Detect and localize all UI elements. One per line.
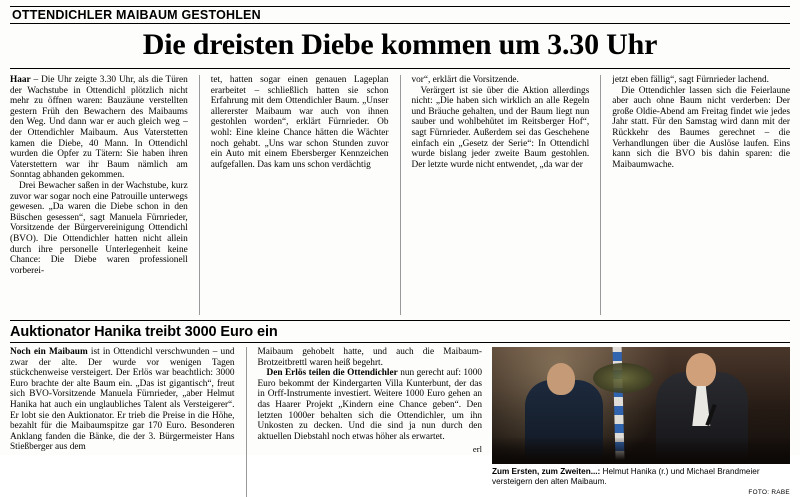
story-one-column-1 [10, 75, 188, 315]
wreath [593, 363, 653, 393]
photo-maibaum-auction [492, 347, 790, 464]
story-one-column-3 [412, 75, 590, 315]
lead-in: Haar [10, 75, 31, 85]
paragraph: Verärgert ist sie über die Aktion allerdings nicht: „Die haben sich wirklich an alle Regeln und Bräuche gehalten, und der Baum liegt nun sauber und wohlbehütet im Reitsberger Hof“, sagt Fürnrieder. Außerdem sei das Geschehene einfach ein „Gesetz der Serie“: In Ottendichl wurde bislang jeder zweite Baum gestohlen. Der letzte wurde nicht entwendet, „da war der [411, 85, 590, 170]
person-left-head [547, 363, 575, 395]
photo-caption-text: Helmut Hanika (r.) und Michael Brandmeier versteigern den alten Maibaum. [492, 467, 760, 486]
lead-in: Noch ein Maibaum [10, 347, 88, 357]
kicker-text: OTTENDICHLER MAIBAUM GESTOHLEN [12, 8, 261, 22]
paragraph: Die Ottendichler lassen sich die Feierlaune aber auch ohne Baum nicht verderben: Der große Oldie-Abend am Freitag findet wie jedes Jahr statt. Für den Samstag wird dann mit der Rückkehr des Baumes gerechnet – die Verhandlungen über die Auslöse laufen. Eins kann sich die BVO bis dahin sparen: die Maibaumwache. [612, 85, 790, 170]
paragraph: vor“, erklärt die Vorsitzende. [411, 75, 519, 85]
paragraph-text: ist in Ottendichl verschwunden – und zwar der alte. Der wurde vor wenigen Tagen stückchenweise versteigert. Der Erlös war beachtlich: 3000 Euro brachte der alte Baum ein. „Das ist gigantisch“, freut sich BVO-Vorsitzende Manuela Fürnrieder, „aber Helmut Hanika hat auch ein unglaubliches Talent als Versteigerer“. Er lobt sie den Auktionator. Er trieb die Preise in die Höhe, bezahlt für die Maibaumspitze gar 170 Euro. Besonderen Anklang fanden die Bänke, die der 3. Bürgermeister Hans Stießberger aus dem [10, 347, 235, 453]
column-divider [199, 75, 200, 315]
lead-in: Den Erlös teilen die Ottendichler [266, 368, 398, 379]
page-title: Die dreisten Diebe kommen um 3.30 Uhr [142, 28, 658, 61]
paragraph [10, 347, 235, 453]
photo-caption [492, 467, 790, 487]
paragraph: Drei Bewacher saßen in der Wachstube, kurz zuvor war sogar noch eine Patrouille unterwegs gewesen. „Da waren die Diebe schon in den Büschen gesessen“, sagt Manuela Fürnrieder, Vorsitzende der Bürgervereinigung Ottendichl (BVO). Die Ottendichler hatten nicht allein durch ihre personelle Unterlegenheit keine Chance: Die Diebe waren professionell vorberei- [10, 180, 188, 276]
column-divider [246, 347, 247, 497]
story-two-body [10, 347, 790, 497]
photo-caption-lead: Zum Ersten, zum Zweiten...: [492, 467, 601, 476]
column-divider [400, 75, 401, 315]
story-two-column-1 [10, 347, 235, 497]
paragraph [258, 368, 483, 442]
story-two-rule [10, 342, 790, 343]
person-right-head [686, 353, 716, 387]
crowd [492, 438, 790, 464]
paragraph: jetzt eben fällig“, sagt Fürnrieder lachend. [612, 75, 769, 85]
paragraph-text: – Die Uhr zeigte 3.30 Uhr, als die Türen der Wachstube in Ottendichl plötzlich nicht mehr zu öffnen waren: Bauzäune verstellten gestern Früh den Bewachern des Maibaums den Weg. Und dann war er auch gleich weg – der Ottendichler Maibaum. Aus Vaterstetten kamen die Diebe, 40 Mann. In Ottendichl wurden die Opfer zu Tätern: Sie haben ihren Vaterstettern war ihr Baum nämlich am Sonntag abhanden gekommen. [10, 75, 188, 181]
paragraph: tet, hatten sogar einen genauen Lageplan erarbeitet – schließlich hatten sie schon Erfahrung mit dem Ottendichler Baum. „Unser allererster Maibaum war auch von ihnen gestohlen worden“, erklärt Fürnrieder. Ob wohl: Eine kleine Chance hätten die Wächter noch gehabt. „Uns war schon Stunden zuvor ein Auto mit einem Ebersberger Kennzeichen aufgefallen. Das kam uns schon verdächtig [210, 75, 389, 170]
photo-credit: FOTO: RABE [748, 489, 790, 496]
story-two-columns [10, 347, 482, 497]
paragraph [10, 75, 188, 181]
story-one-column-4 [612, 75, 790, 315]
paragraph: Maibaum gehobelt hatte, und auch die Maibaum-Brotzeitbrettl waren heiß begehrt. [257, 347, 482, 368]
story-two-title: Auktionator Hanika treibt 3000 Euro ein [10, 324, 278, 340]
kicker-bar [10, 6, 790, 24]
story-one-columns [10, 75, 790, 315]
paragraph-text: nun gerecht auf: 1000 Euro bekommt der Kindergarten Villa Kunterbunt, der das in Orff-Instrumente investiert. Weitere 1000 Euro gehen an das Haarer Projekt „Kindern eine Chance geben“. Den letzten 1000er behalten sich die Ottendichler, um ihn Unkosten zu decken. Und die sind ja nun durch den aktuellen Diebstahl noch etwas höher als erwartet. [257, 368, 482, 442]
story-two-column-2 [258, 347, 483, 497]
column-divider [600, 75, 601, 315]
headline-rule [10, 68, 790, 69]
byline: erl [472, 444, 482, 455]
story-one-column-2 [211, 75, 389, 315]
photo-column [492, 347, 790, 497]
